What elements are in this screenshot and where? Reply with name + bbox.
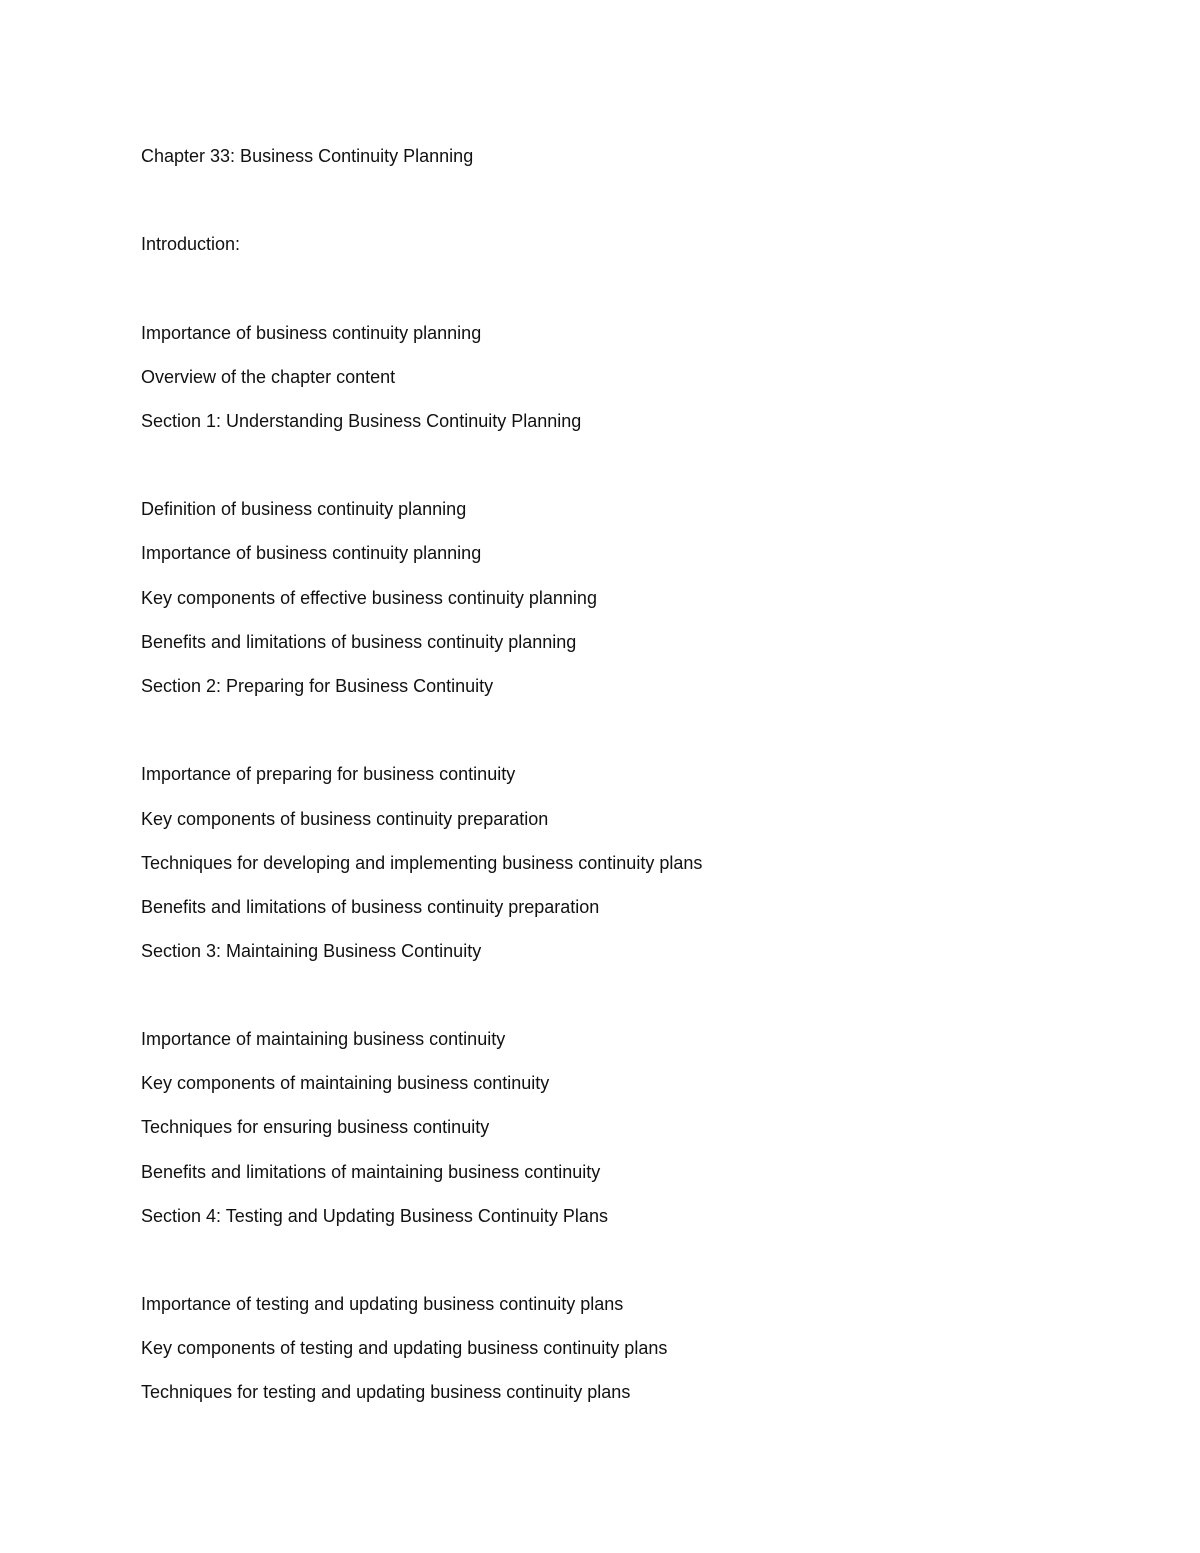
intro-heading: Introduction:: [141, 234, 241, 254]
chapter-title: Chapter 33: Business Continuity Planning: [141, 146, 474, 166]
section-item: Techniques for testing and updating business continuity plans: [141, 1382, 631, 1402]
section-heading: Section 2: Preparing for Business Continuity: [141, 676, 494, 696]
section-item: Techniques for developing and implementing business continuity plans: [141, 853, 703, 873]
intro-item: Importance of business continuity planning: [141, 323, 482, 343]
section-heading: Section 3: Maintaining Business Continuity: [141, 941, 482, 961]
section-heading: Section 4: Testing and Updating Business Continuity Plans: [141, 1206, 608, 1226]
section-item: Importance of maintaining business continuity: [141, 1029, 506, 1049]
section-item: Key components of effective business continuity planning: [141, 588, 597, 608]
section-heading: Section 1: Understanding Business Continuity Planning: [141, 411, 582, 431]
section-item: Importance of business continuity planning: [141, 543, 482, 563]
section-item: Importance of testing and updating business continuity plans: [141, 1294, 624, 1314]
section-item: Definition of business continuity planning: [141, 499, 467, 519]
section-item: Key components of maintaining business continuity: [141, 1073, 550, 1093]
section-item: Benefits and limitations of business continuity preparation: [141, 897, 600, 917]
section-item: Benefits and limitations of business continuity planning: [141, 632, 577, 652]
section-item: Key components of business continuity preparation: [141, 809, 549, 829]
section-item: Techniques for ensuring business continuity: [141, 1117, 490, 1137]
intro-item: Overview of the chapter content: [141, 367, 396, 387]
section-item: Key components of testing and updating business continuity plans: [141, 1338, 668, 1358]
section-item: Benefits and limitations of maintaining business continuity: [141, 1162, 601, 1182]
section-item: Importance of preparing for business continuity: [141, 764, 516, 784]
